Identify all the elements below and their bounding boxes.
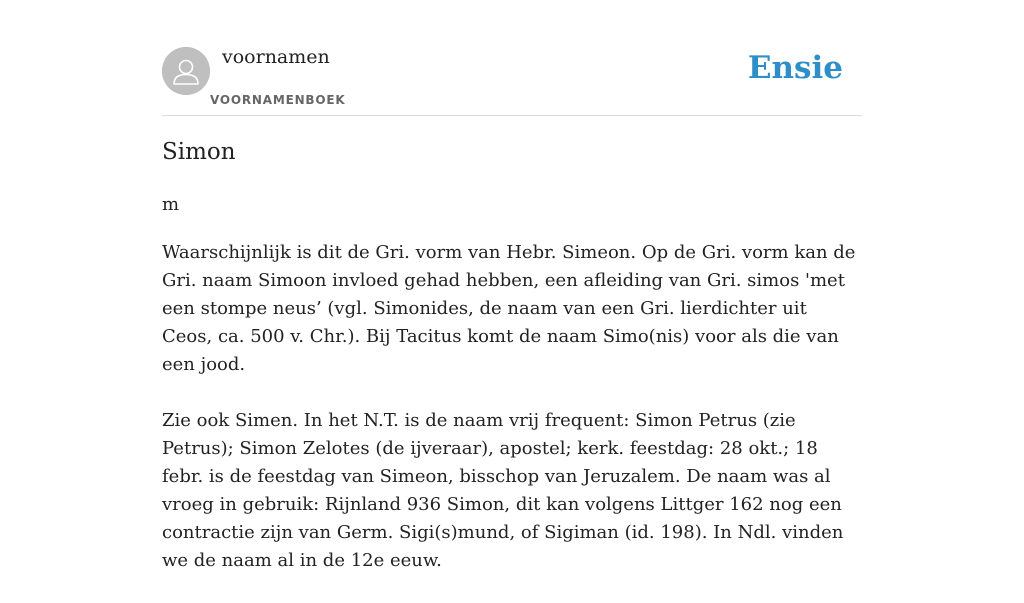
page-title: Simon (162, 139, 236, 165)
source-name[interactable]: VOORNAMENBOEK (210, 93, 346, 107)
user-avatar-icon[interactable] (162, 47, 210, 95)
article-body (162, 239, 862, 603)
author-name[interactable]: voornamen (222, 46, 330, 68)
paragraph: Zie ook Simen. In het N.T. is de naam vrij frequent: Simon Petrus (zie Petrus); Simon Zelotes (de ijveraar), apostel; kerk. feestdag: 28 okt.; 18 febr. is de feestdag van Simeon, bisschop van Jeruzalem. De naam was al vroeg in gebruik: Rijnland 936 Simon, dit kan volgens Littger 162 nog een contractie zijn van Germ. Sigi(s)mund, of Sigiman (id. 198). In Ndl. vinden we de naam al in de 12e eeuw. (162, 410, 844, 571)
article-container (162, 0, 862, 571)
paragraph: Waarschijnlijk is dit de Gri. vorm van Hebr. Simeon. Op de Gri. vorm kan de Gri. naam Simoon invloed gehad hebben, een afleiding van Gri. simos 'met een stompe neus’ (vgl. Simonides, de naam van een Gri. lierdichter uit Ceos, ca. 500 v. Chr.). Bij Tacitus komt de naam Simo(nis) voor als die van een jood. (162, 242, 856, 375)
gender-label: m (162, 194, 180, 215)
article-header (162, 0, 862, 116)
ensie-logo-link[interactable]: Ensie (747, 50, 843, 86)
